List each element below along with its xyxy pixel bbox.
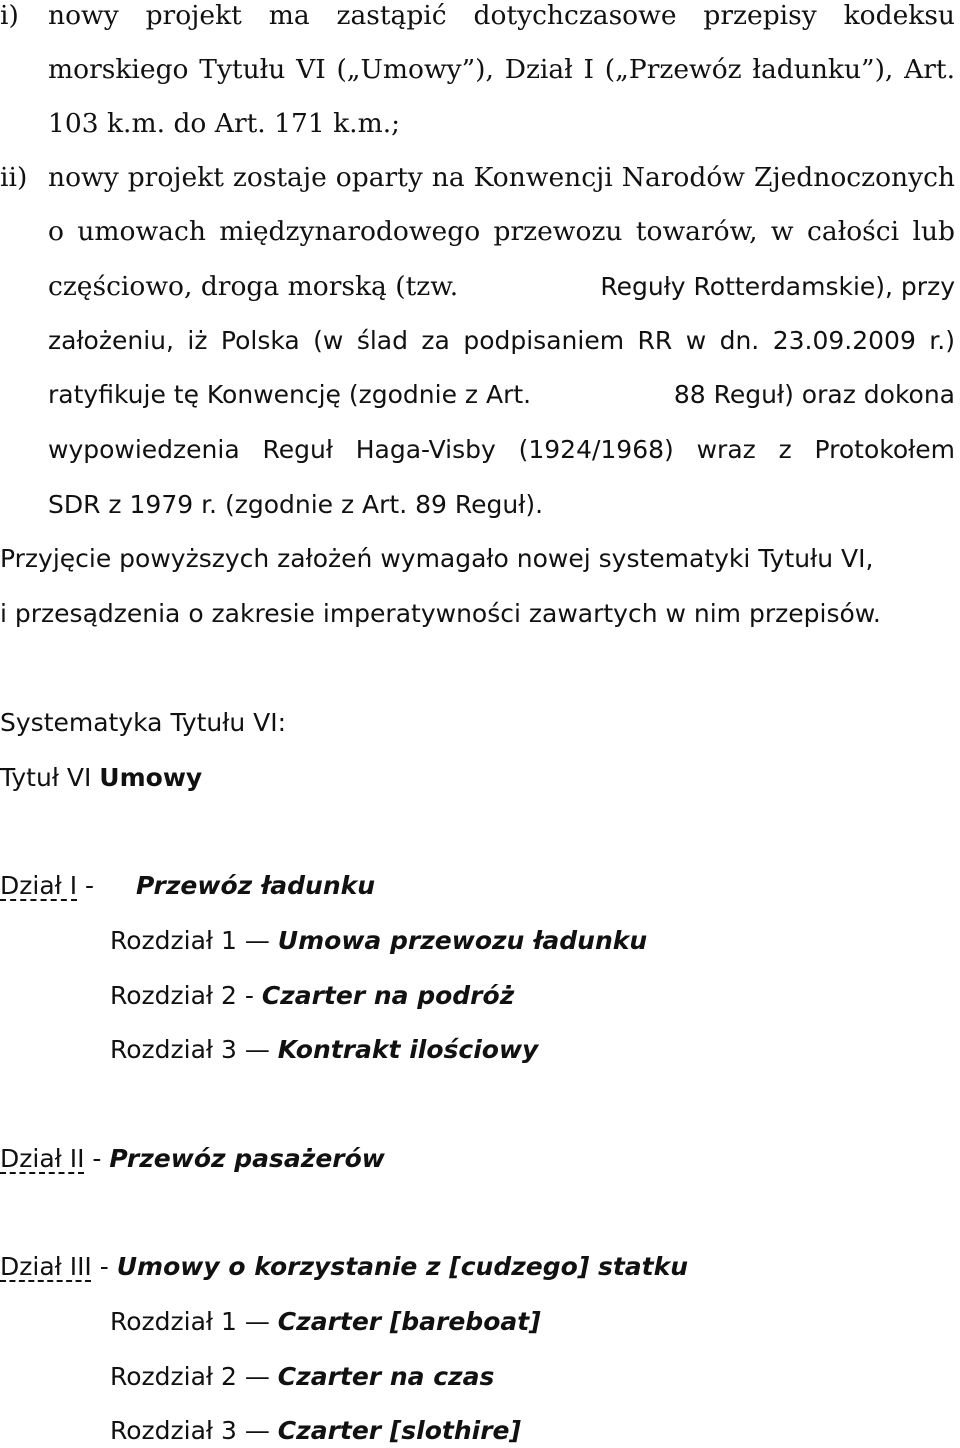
rozdzial-sep: — [236,1035,278,1064]
dzial-label: Dział I [0,871,78,900]
dzial-title: Przewóz pasażerów [109,1144,385,1173]
list-line: wypowiedzenia Reguł Haga-Visby (1924/1968) wraz z Protokołem [48,435,955,464]
list-line: założeniu, iż Polska (w ślad za podpisaniem RR w dn. 23.09.2009 r.) [48,326,955,355]
list-line: nowy projekt zostaje oparty na Konwencji Narodów Zjednoczonych [48,162,955,193]
rozdzial-item [110,1035,538,1064]
list-line: 103 k.m. do Art. 171 k.m.; [48,108,401,139]
list-marker: ii) [0,162,28,193]
list-line-part: częściowo, droga morską (tzw. [48,271,459,302]
rozdzial-item [110,1362,494,1391]
rozdzial-label: Rozdział 2 [110,1362,237,1391]
dzial-sep: - [91,1252,117,1281]
rozdzial-item [110,1307,541,1336]
list-line-part: ratyfikuje tę Konwencję (zgodnie z Art. [48,380,532,409]
rozdzial-label: Rozdział 2 [110,981,237,1010]
dzial-sep: - [77,871,95,900]
tytul-name: Umowy [99,763,203,792]
dzial-title: Umowy o korzystanie z [cudzego] statku [116,1252,689,1281]
list-line: SDR z 1979 r. (zgodnie z Art. 89 Reguł). [48,490,544,519]
rozdzial-title: Kontrakt ilościowy [277,1035,539,1064]
rozdzial-label: Rozdział 3 [110,1035,237,1064]
rozdzial-item [110,926,647,955]
rozdzial-sep: — [236,1362,278,1391]
dzial-sep: - [84,1144,110,1173]
systematyka-heading: Systematyka Tytułu VI: [0,708,287,737]
rozdzial-sep: - [236,981,262,1010]
rozdzial-sep: — [236,1416,278,1445]
dzial-title: Przewóz ładunku [136,871,376,900]
dzial-label: Dział III [0,1252,92,1281]
list-line-part: Reguły Rotterdamskie), przy [600,272,955,301]
rozdzial-label: Rozdział 1 [110,1307,237,1336]
list-line [48,271,955,302]
list-line-part: 88 Reguł) oraz dokona [673,380,955,409]
rozdzial-item [110,981,514,1010]
rozdzial-title: Czarter na czas [277,1362,495,1391]
rozdzial-label: Rozdział 1 [110,926,237,955]
rozdzial-sep: — [236,1307,278,1336]
tytul-prefix: Tytuł VI [0,763,100,792]
tytul-heading [0,763,202,792]
list-line: morskiego Tytułu VI („Umowy”), Dział I („Przewóz ładunku”), Art. [48,54,955,85]
list-marker: i) [0,0,19,31]
rozdzial-title: Czarter [bareboat] [277,1307,541,1336]
dzial-heading [0,871,94,900]
rozdzial-title: Czarter [slothire] [277,1416,521,1445]
dzial-heading [0,1144,385,1173]
list-line: nowy projekt ma zastąpić dotychczasowe przepisy kodeksu [48,0,955,31]
rozdzial-title: Umowa przewozu ładunku [277,926,648,955]
rozdzial-title: Czarter na podróż [261,981,515,1010]
list-line [48,380,955,409]
rozdzial-sep: — [236,926,278,955]
rozdzial-item [110,1416,521,1445]
dzial-heading [0,1252,688,1281]
dzial-label: Dział II [0,1144,85,1173]
paragraph-line: i przesądzenia o zakresie imperatywności zawartych w nim przepisów. [0,599,881,628]
paragraph-line: Przyjęcie powyższych założeń wymagało nowej systematyki Tytułu VI, [0,544,874,573]
list-line: o umowach międzynarodowego przewozu towarów, w całości lub [48,216,955,247]
rozdzial-label: Rozdział 3 [110,1416,237,1445]
